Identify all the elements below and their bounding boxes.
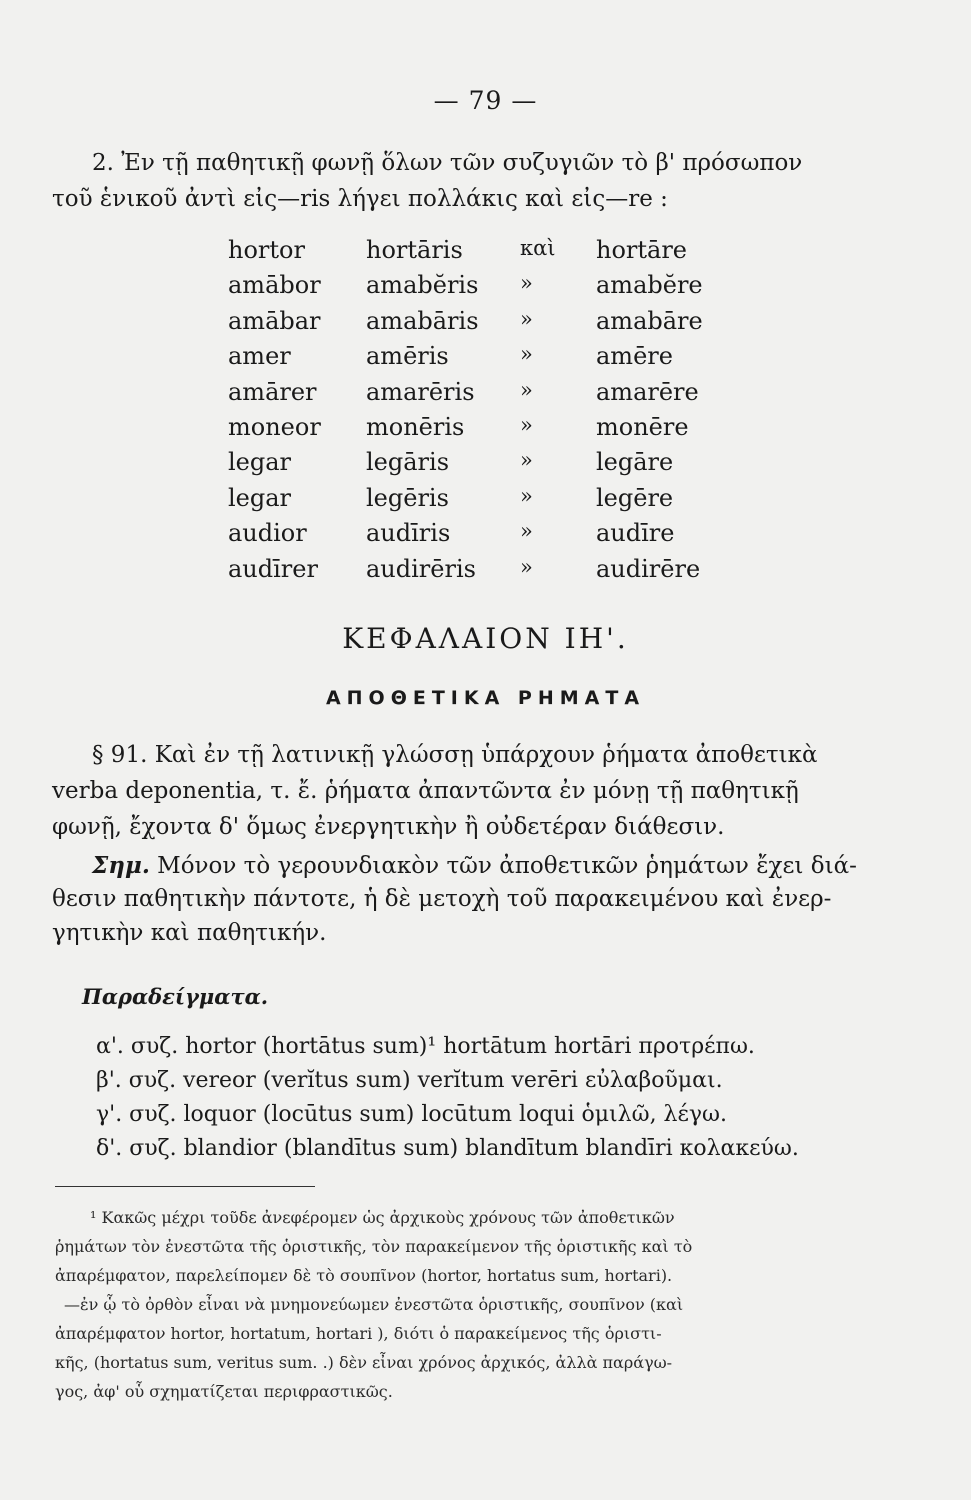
table-cell: moneor (228, 412, 321, 441)
table-cell: hortāre (596, 236, 688, 264)
footnote-line: ¹ Κακῶς μέχρι τοῦδε ἀνεφέρομεν ὡς ἀρχικοὺς χρόνους τῶν ἀποθετικῶν (90, 1208, 675, 1227)
paragraph-line: § 91. Καὶ ἐν τῇ λατινικῇ γλώσσῃ ὑπάρχουν ῥήματα ἀποθετικὰ (92, 742, 818, 768)
table-cell: audirēris (366, 554, 476, 583)
table-cell: audīre (596, 519, 675, 548)
note-line (92, 852, 857, 879)
table-cell: » (520, 377, 533, 402)
paragraph-line: verba deponentia, τ. ἔ. ῥήματα ἀπαντῶντα ἐν μόνῃ τῇ παθητικῇ (52, 778, 799, 804)
note-line: γητικὴν καὶ παθητικήν. (52, 920, 327, 946)
example-line: δ'. συζ. blandior (blandītus sum) blandītum blandīri κολακεύω. (96, 1136, 799, 1161)
chapter-title: ΚΕΦΑΛΑΙΟΝ ΙΗ'. (342, 622, 629, 655)
table-cell: amēris (366, 342, 449, 371)
table-cell: καὶ (520, 236, 556, 260)
table-cell: amer (228, 342, 291, 371)
table-cell: » (520, 306, 533, 331)
footnote-line: γος, ἀφ' οὗ σχηματίζεται περιφραστικῶς. (55, 1382, 393, 1401)
table-cell: » (520, 448, 533, 473)
footnote-line: ἀπαρέμφατον hortor, hortatum, hortari ), διότι ὁ παρακείμενος τῆς ὁριστι- (55, 1324, 662, 1343)
footnote-line: —ἐν ᾧ τὸ ὀρθὸν εἶναι νὰ μνημονεύωμεν ἐνεστῶτα ὁριστικῆς, σουπῖνον (καὶ (64, 1295, 684, 1314)
table-cell: legēris (366, 483, 449, 512)
table-cell: amarēre (596, 377, 699, 406)
table-cell: » (520, 554, 533, 579)
note-line: θεσιν παθητικὴν πάντοτε, ἡ δὲ μετοχὴ τοῦ παρακειμένου καὶ ἐνερ- (52, 886, 832, 912)
table-cell: » (520, 519, 533, 544)
paragraph-line: φωνῇ, ἔχοντα δ' ὅμως ἐνεργητικὴν ἢ οὐδετέραν διάθεσιν. (52, 814, 725, 840)
footnote-line: ἀπαρέμφατον, παρελείπομεν δὲ τὸ σουπῖνον (hortor, hortatus sum, hortari). (55, 1266, 673, 1285)
table-cell: amēre (596, 342, 673, 371)
table-cell: legāris (366, 448, 450, 477)
paragraph-line: τοῦ ἑνικοῦ ἀντὶ εἰς—ris λήγει πολλάκις καὶ εἰς—re : (52, 186, 668, 212)
table-cell: amābor (228, 271, 321, 300)
table-cell: amabāre (596, 306, 703, 335)
table-cell: monēris (366, 412, 465, 441)
table-cell: legar (228, 483, 292, 512)
example-line: α'. συζ. hortor (hortātus sum)¹ hortātum hortāri προτρέπω. (96, 1034, 755, 1059)
paragraph-line: 2. Ἐν τῇ παθητικῇ φωνῇ ὅλων τῶν συζυγιῶν τὸ β' πρόσωπον (92, 150, 803, 176)
table-cell: audīrer (228, 554, 318, 583)
chapter-subtitle: ΑΠΟΘΕΤΙΚΑ ΡΗΜΑΤΑ (325, 687, 646, 709)
table-cell: amarēris (366, 377, 475, 406)
table-cell: amabĕre (596, 271, 703, 300)
footnote-line: κῆς, (hortatus sum, veritus sum. .) δὲν εἶναι χρόνος ἀρχικός, ἀλλὰ παράγω- (55, 1353, 673, 1372)
table-cell: legēre (596, 483, 674, 512)
table-cell: audīris (366, 519, 451, 548)
table-cell: » (520, 342, 533, 367)
footnote-divider (55, 1186, 315, 1187)
table-cell: audirēre (596, 554, 701, 583)
example-line: β'. συζ. vereor (verĭtus sum) verĭtum verēri εὐλαβοῦμαι. (96, 1068, 723, 1093)
table-cell: monēre (596, 412, 689, 441)
table-cell: amabĕris (366, 271, 479, 300)
table-cell: hortāris (366, 236, 463, 264)
table-cell: hortor (228, 236, 305, 264)
table-cell: amārer (228, 377, 317, 406)
example-line: γ'. συζ. loquor (locūtus sum) locūtum loqui ὁμιλῶ, λέγω. (96, 1102, 727, 1127)
table-cell: audior (228, 519, 307, 548)
table-cell: amābar (228, 306, 321, 335)
note-text: Μόνον τὸ γερουνδιακὸν τῶν ἀποθετικῶν ῥημάτων ἔχει διά- (157, 853, 857, 879)
note-label: Σημ. (92, 852, 150, 879)
table-cell: » (520, 412, 533, 437)
page-number: — 79 — (433, 86, 538, 115)
examples-heading: Παραδείγματα. (82, 984, 269, 1009)
table-cell: » (520, 271, 533, 296)
table-cell: » (520, 483, 533, 508)
table-cell: legar (228, 448, 292, 477)
footnote-line: ῥημάτων τὸν ἐνεστῶτα τῆς ὁριστικῆς, τὸν παρακείμενον τῆς ὁριστικῆς καὶ τὸ (55, 1237, 693, 1256)
table-cell: legāre (596, 448, 674, 477)
table-cell: amabāris (366, 306, 479, 335)
